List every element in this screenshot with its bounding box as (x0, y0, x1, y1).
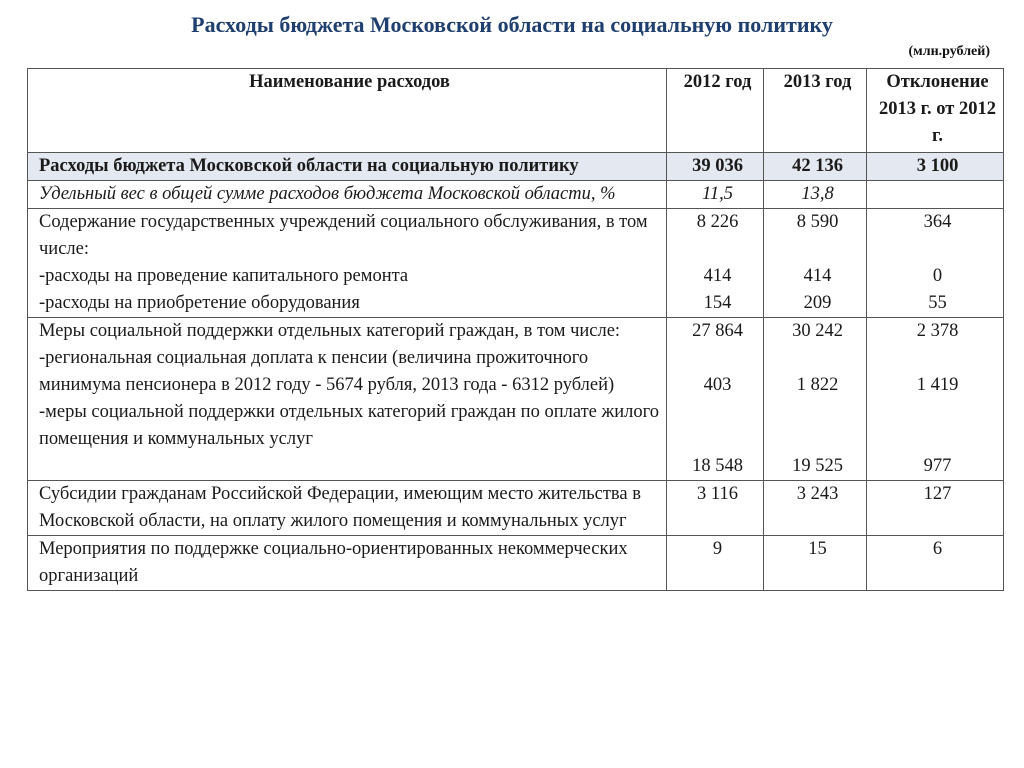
row-2012: 9 (667, 536, 764, 591)
spacer (878, 399, 997, 453)
row-deviation (867, 181, 1004, 209)
subrow-deviation: 1 419 (916, 375, 959, 395)
row-name-cell (28, 318, 667, 481)
subrow-deviation: 55 (928, 293, 947, 313)
row-2012: 8 226 (696, 212, 739, 232)
row-2013: 13,8 (764, 181, 867, 209)
subrow-2013: 414 (803, 266, 832, 286)
subrow-deviation: 977 (923, 456, 952, 476)
header-deviation: Отклонение 2013 г. от 2012 г. (867, 69, 1004, 153)
subrow-name: -расходы на проведение капитального ремонта (39, 266, 409, 286)
row-deviation-cell (867, 209, 1004, 318)
row-deviation: 127 (867, 481, 1004, 536)
spacer (678, 399, 757, 453)
row-2012: 27 864 (692, 321, 743, 341)
row-name: Меры социальной поддержки отдельных категорий граждан, в том числе: (39, 321, 621, 341)
subrow-deviation: 0 (932, 266, 943, 286)
row-2013-cell (764, 209, 867, 318)
table-row (28, 536, 1004, 591)
subrow-2013: 1 822 (796, 375, 839, 395)
table-row (28, 481, 1004, 536)
spacer (775, 399, 860, 453)
subrow-2012: 154 (703, 293, 732, 313)
subrow-2013: 209 (803, 293, 832, 313)
row-deviation: 2 378 (916, 321, 959, 341)
row-2012-cell (667, 209, 764, 318)
row-deviation-cell (867, 318, 1004, 481)
row-name: Содержание государственных учреждений социального обслуживания, в том числе: (39, 212, 648, 259)
budget-table (27, 68, 1004, 591)
row-name-cell (28, 209, 667, 318)
row-2012: 11,5 (667, 181, 764, 209)
subrow-name: -региональная социальная доплата к пенсии (величина прожиточного минимума пенсионера в 2012 году - 5674 рубля, 2013 года - 6312 рублей) (39, 348, 615, 395)
table-row (28, 318, 1004, 481)
subrow-2013: 19 525 (792, 456, 843, 476)
spacer (678, 345, 757, 372)
header-name: Наименование расходов (28, 69, 667, 153)
row-2013-cell (764, 318, 867, 481)
row-2012-cell (667, 318, 764, 481)
table-row (28, 209, 1004, 318)
header-2013: 2013 год (764, 69, 867, 153)
subrow-name: -расходы на приобретение оборудования (39, 293, 360, 313)
row-name: Субсидии гражданам Российской Федерации, имеющим место жительства в Московской области, на оплату жилого помещения и коммунальных услуг (28, 481, 667, 536)
row-2013: 3 243 (764, 481, 867, 536)
spacer (878, 345, 997, 372)
spacer (678, 236, 757, 263)
header-2012: 2012 год (667, 69, 764, 153)
page-title: Расходы бюджета Московской области на социальную политику (191, 12, 833, 37)
row-deviation: 3 100 (867, 153, 1004, 181)
row-name: Мероприятия по поддержке социально-ориентированных некоммерческих организаций (28, 536, 667, 591)
row-2013: 30 242 (792, 321, 843, 341)
row-2012: 3 116 (667, 481, 764, 536)
spacer (878, 236, 997, 263)
row-deviation: 6 (867, 536, 1004, 591)
spacer (775, 345, 860, 372)
row-2012: 39 036 (667, 153, 764, 181)
subrow-2012: 403 (703, 375, 732, 395)
spacer (775, 236, 860, 263)
row-2013: 42 136 (764, 153, 867, 181)
row-deviation: 364 (923, 212, 952, 232)
row-name: Удельный вес в общей сумме расходов бюджета Московской области, % (28, 181, 667, 209)
table-header-row (28, 69, 1004, 153)
row-2013: 15 (764, 536, 867, 591)
table-row-share (28, 181, 1004, 209)
subrow-2012: 18 548 (692, 456, 743, 476)
row-name: Расходы бюджета Московской области на социальную политику (28, 153, 667, 181)
subrow-name: -меры социальной поддержки отдельных категорий граждан по оплате жилого помещения и коммунальных услуг (39, 402, 660, 449)
units-label: (млн.рублей) (908, 44, 990, 59)
table-row-total (28, 153, 1004, 181)
row-2013: 8 590 (796, 212, 839, 232)
subrow-2012: 414 (703, 266, 732, 286)
